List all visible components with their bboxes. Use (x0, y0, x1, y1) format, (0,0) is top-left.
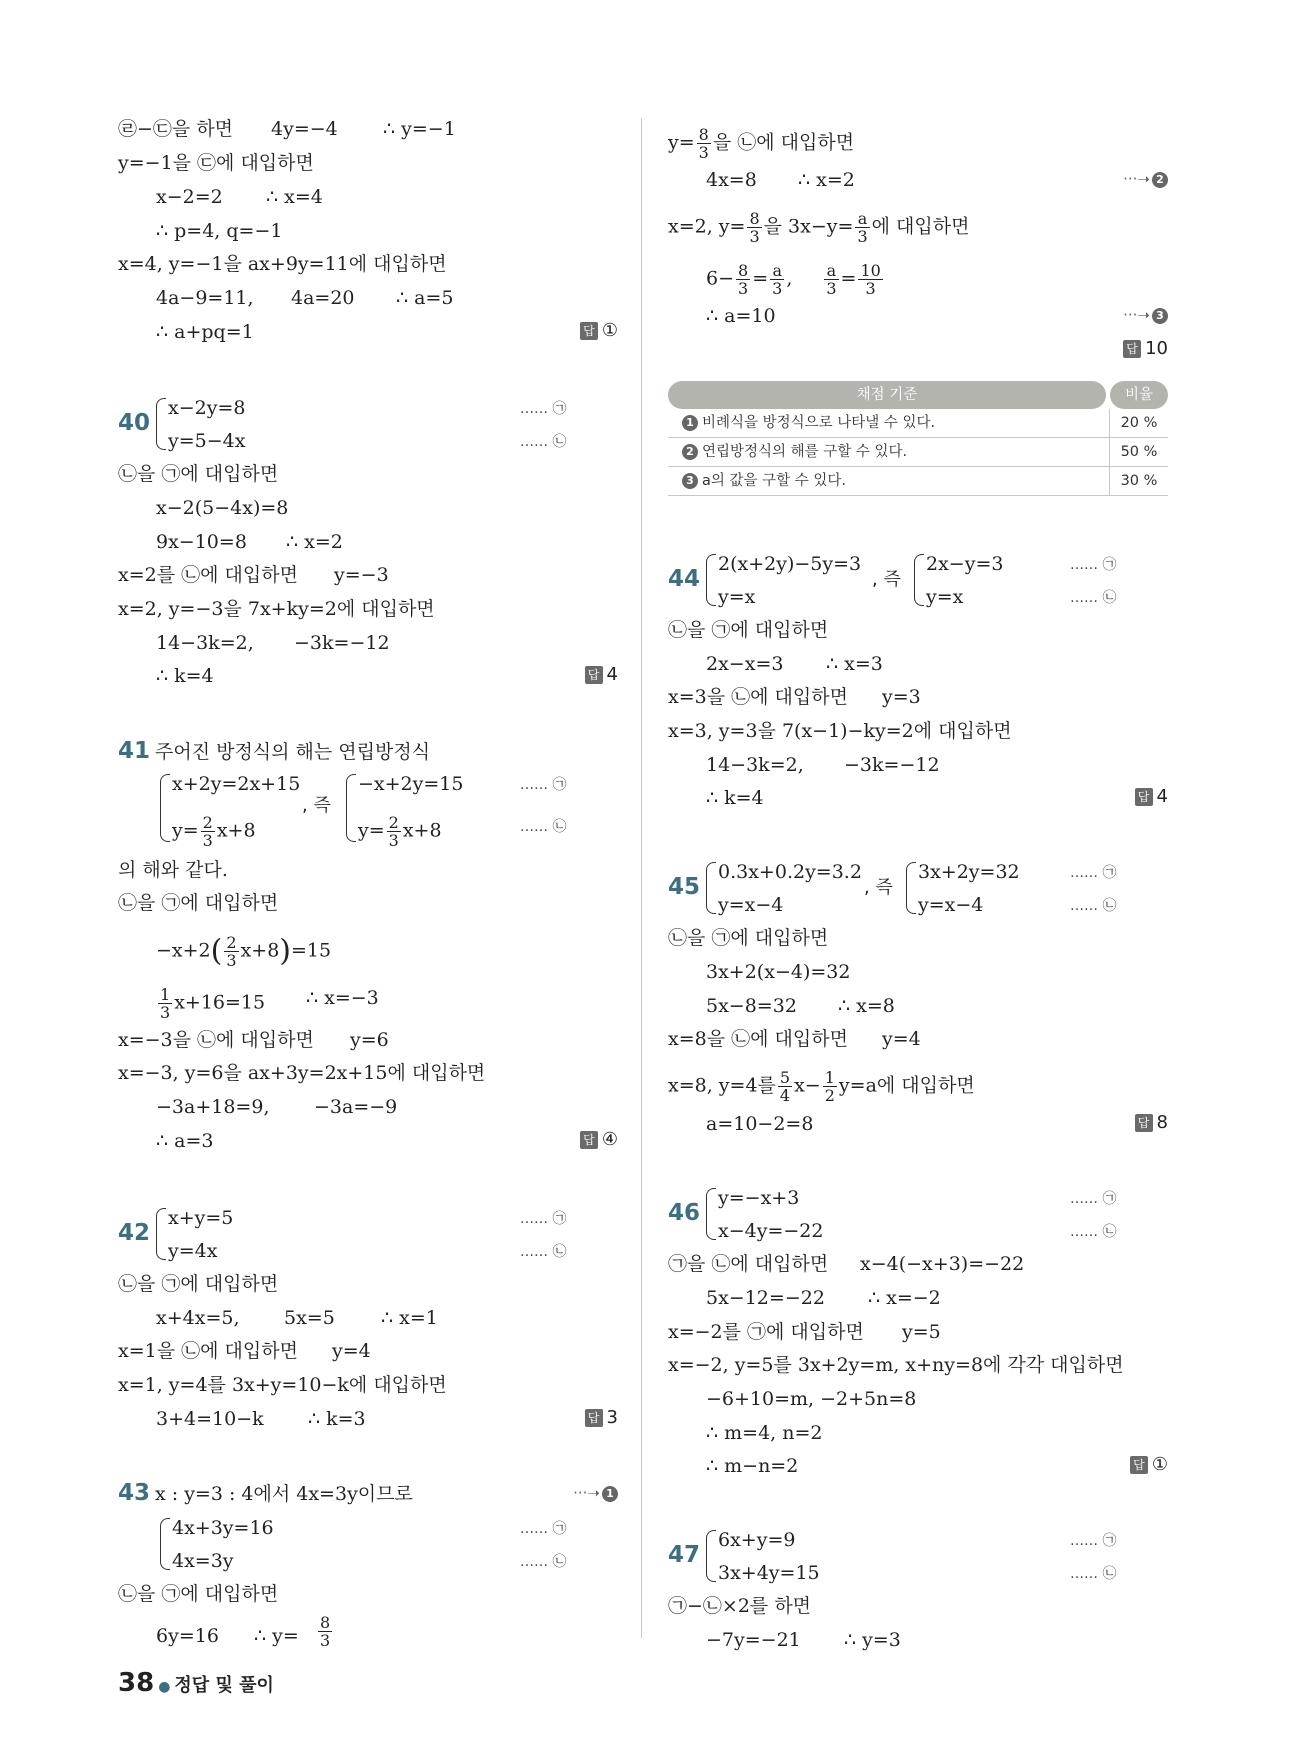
fraction: $\frac{10}{3}$ (860, 261, 881, 298)
line: ∴ a=3 (156, 1130, 214, 1152)
line: 5x−8=32 ∴ x=8 (706, 995, 895, 1017)
equation-marker: …… ㉠ (520, 1211, 567, 1227)
table-row: 2 연립방정식의 해를 구할 수 있다. 50 % (668, 438, 1168, 467)
answer-tag: 답 (585, 666, 603, 684)
column-divider (641, 118, 642, 1638)
answer-43: 답 10 (1123, 338, 1168, 359)
step-number-badge: 3 (682, 473, 698, 489)
equation-marker: …… ㉡ (1070, 1566, 1117, 1582)
line: y=−1을 ㉢에 대입하면 (118, 152, 314, 174)
system-brace (156, 398, 166, 450)
answer-tag: 답 (585, 1409, 603, 1427)
fraction: $\frac{2}{3}$ (226, 933, 237, 970)
fraction: $\frac{2}{3}$ (388, 813, 399, 850)
scoring-step-marker: ···➝ 1 (573, 1484, 618, 1502)
line: ㉡을 ㉠에 대입하면 (118, 892, 279, 914)
connector-text: , 즉 (872, 569, 901, 590)
line: ∴ m−n=2 (706, 1455, 799, 1477)
equation: y= $\frac{2}{3}$ x+8 (358, 813, 442, 850)
criteria-header: 채점 기준 (668, 381, 1106, 409)
answer-42: 답 3 (585, 1407, 618, 1428)
system-brace (156, 1208, 166, 1260)
line: 2x−x=3 ∴ x=3 (706, 653, 883, 675)
line: ㉡을 ㉠에 대입하면 (118, 1583, 279, 1605)
scoring-criteria-table (668, 381, 1168, 496)
table-row: 1 비례식을 방정식으로 나타낼 수 있다. 20 % (668, 409, 1168, 438)
system-brace (706, 1530, 716, 1582)
equation: y=x (718, 586, 756, 608)
line: x=1, y=4를 3x+y=10−k에 대입하면 (118, 1374, 447, 1396)
equation: −x+2y=15 (358, 773, 464, 795)
connector-text: , 즉 (864, 877, 893, 898)
equation: 3x+4y=15 (718, 1562, 820, 1584)
equation-marker: …… ㉠ (520, 401, 567, 417)
equation-marker: …… ㉡ (520, 434, 567, 450)
equation: y=5−4x (168, 430, 246, 452)
answer-39: 답 ① (580, 320, 618, 341)
fraction: $\frac{a}{3}$ (772, 261, 783, 298)
line: ㉡을 ㉠에 대입하면 (118, 1273, 279, 1295)
equation: 4x+3y=16 (172, 1517, 274, 1539)
line: x−2=2 ∴ x=4 (156, 186, 323, 208)
answer-tag: 답 (580, 1131, 598, 1149)
line: y= $\frac{8}{3}$ 을 ㉡에 대입하면 (668, 125, 855, 162)
ratio-header: 비율 (1110, 381, 1168, 409)
equation: x+2y=2x+15 (172, 773, 301, 795)
answer-40: 답 4 (585, 664, 618, 685)
line: $\frac{1}{3}$ x+16=15 ∴ x=−3 (160, 985, 379, 1022)
line: ∴ p=4, q=−1 (156, 220, 283, 242)
line: ∴ a=10 (706, 305, 776, 327)
equation-marker: …… ㉠ (1070, 1533, 1117, 1549)
equation: y= $\frac{2}{3}$ x+8 (172, 813, 256, 850)
line: ㉠−㉡×2를 하면 (668, 1595, 812, 1617)
line: x+4x=5, 5x=5 ∴ x=1 (156, 1307, 438, 1329)
line: −7y=−21 ∴ y=3 (706, 1629, 901, 1651)
equation: 2(x+2y)−5y=3 (718, 553, 862, 575)
problem-number-43: 43 (118, 1480, 151, 1506)
line: 4a−9=11, 4a=20 ∴ a=5 (156, 287, 454, 309)
problem-number-40: 40 (118, 410, 151, 436)
equation: 0.3x+0.2y=3.2 (718, 861, 862, 883)
line: x=8, y=4를 $\frac{5}{4}$ x− $\frac{1}{2}$ y=a에 대입하면 (668, 1068, 975, 1105)
scoring-step-marker: ···➝ 2 (1123, 170, 1168, 188)
answer-tag: 답 (1135, 788, 1153, 806)
line: x=2를 ㉡에 대입하면 y=−3 (118, 564, 389, 586)
answer-tag: 답 (1135, 1114, 1153, 1132)
equation: x+y=5 (168, 1207, 234, 1229)
line: x=−3을 ㉡에 대입하면 y=6 (118, 1029, 389, 1051)
fraction: $\frac{a}{3}$ (857, 209, 868, 246)
equation-marker: …… ㉡ (520, 1244, 567, 1260)
problem-number-46: 46 (668, 1200, 701, 1226)
line: x=3을 ㉡에 대입하면 y=3 (668, 686, 921, 708)
problem-number-45: 45 (668, 874, 701, 900)
equation: 2x−y=3 (926, 553, 1004, 575)
equation-marker: …… ㉠ (1070, 865, 1117, 881)
page-footer (118, 1668, 274, 1698)
problem-number-41: 41 (118, 738, 151, 764)
fraction: $\frac{8}{3}$ (749, 209, 760, 246)
line: −3a+18=9, −3a=−9 (156, 1096, 398, 1118)
fraction: $\frac{8}{3}$ (698, 125, 709, 162)
equation: y=x (926, 586, 964, 608)
problem-number-47: 47 (668, 1542, 701, 1568)
equation: 6x+y=9 (718, 1529, 796, 1551)
line: 3+4=10−k ∴ k=3 (156, 1408, 366, 1430)
line: ∴ k=4 (156, 665, 214, 687)
line: 주어진 방정식의 해는 연립방정식 (155, 741, 431, 763)
system-brace (706, 554, 716, 606)
line: x=−3, y=6을 ax+3y=2x+15에 대입하면 (118, 1062, 486, 1084)
equation-marker: …… ㉠ (520, 1521, 567, 1537)
answer-41: 답 ④ (580, 1129, 618, 1150)
line: 14−3k=2, −3k=−12 (706, 754, 940, 776)
equation-marker: …… ㉠ (1070, 1191, 1117, 1207)
system-brace (346, 774, 356, 842)
equation: 4x=3y (172, 1550, 234, 1572)
line: ㉡을 ㉠에 대입하면 (668, 619, 829, 641)
line: −x+2( $\frac{2}{3}$ x+8)=15 (156, 933, 332, 970)
line: 의 해와 같다. (118, 859, 228, 881)
system-brace (160, 774, 170, 842)
fraction: $\frac{8}{3}$ (320, 1613, 331, 1650)
line: ∴ k=4 (706, 787, 764, 809)
answer-tag: 답 (580, 322, 598, 340)
page-number: 38 (118, 1668, 155, 1698)
line: a=10−2=8 (706, 1113, 814, 1135)
line: ∴ a+pq=1 (156, 321, 254, 343)
equation: y=x−4 (718, 894, 784, 916)
fraction: $\frac{5}{4}$ (779, 1068, 791, 1105)
system-brace (706, 1188, 716, 1240)
line: x=1을 ㉡에 대입하면 y=4 (118, 1340, 371, 1362)
equation: y=x−4 (918, 894, 984, 916)
line: ㉡을 ㉠에 대입하면 (668, 927, 829, 949)
line: 6− $\frac{8}{3}$ = $\frac{a}{3}$ , $\frac{a}{3}$ = $\frac{10}{3}$ (706, 261, 881, 298)
equation: y=4x (168, 1240, 218, 1262)
answer-45: 답 8 (1135, 1112, 1168, 1133)
line: 5x−12=−22 ∴ x=−2 (706, 1287, 941, 1309)
equation-marker: …… ㉡ (1070, 1224, 1117, 1240)
system-brace (160, 1518, 170, 1570)
fraction: $\frac{1}{2}$ (824, 1068, 835, 1105)
line: ㉣−㉢을 하면 4y=−4 ∴ y=−1 (118, 118, 456, 140)
system-brace (914, 554, 924, 606)
line: x=4, y=−1을 ax+9y=11에 대입하면 (118, 253, 447, 275)
equation-marker: …… ㉡ (520, 1554, 567, 1570)
line: x=−2를 ㉠에 대입하면 y=5 (668, 1321, 941, 1343)
line: −6+10=m, −2+5n=8 (706, 1388, 917, 1410)
step-number-badge: 2 (682, 444, 698, 460)
line: 14−3k=2, −3k=−12 (156, 632, 390, 654)
step-number-badge: 1 (682, 415, 698, 431)
table-row: 3 a의 값을 구할 수 있다. 30 % (668, 467, 1168, 496)
problem-number-42: 42 (118, 1220, 151, 1246)
line: ∴ m=4, n=2 (706, 1422, 823, 1444)
line: 3x+2(x−4)=32 (706, 961, 851, 983)
line: 6y=16 ∴ y= $\frac{8}{3}$ (156, 1613, 331, 1650)
line: 4x=8 ∴ x=2 (706, 169, 855, 191)
bullet-icon: ● (158, 1678, 171, 1695)
equation: 3x+2y=32 (918, 861, 1020, 883)
line: x=−2, y=5를 3x+2y=m, x+ny=8에 각각 대입하면 (668, 1354, 1124, 1376)
table-header (668, 381, 1168, 409)
section-label: 정답 및 풀이 (174, 1675, 274, 1696)
connector-text: , 즉 (302, 795, 331, 816)
fraction: $\frac{8}{3}$ (738, 261, 749, 298)
system-brace (906, 862, 916, 914)
fraction: $\frac{a}{3}$ (826, 261, 837, 298)
equation-marker: …… ㉡ (1070, 590, 1117, 606)
fraction: $\frac{2}{3}$ (202, 813, 213, 850)
answer-tag: 답 (1123, 340, 1141, 358)
answer-44: 답 4 (1135, 786, 1168, 807)
line: x=2, y= $\frac{8}{3}$ 을 3x−y= $\frac{a}{3}$ 에 대입하면 (668, 209, 970, 246)
line: x=3, y=3을 7(x−1)−ky=2에 대입하면 (668, 720, 1012, 742)
line: ㉡을 ㉠에 대입하면 (118, 463, 279, 485)
equation: x−4y=−22 (718, 1220, 824, 1242)
equation-marker: …… ㉡ (1070, 898, 1117, 914)
line: x : y=3 : 4에서 4x=3y이므로 (155, 1483, 413, 1505)
fraction: $\frac{1}{3}$ (160, 985, 171, 1022)
line: ㉠을 ㉡에 대입하면 x−4(−x+3)=−22 (668, 1253, 1025, 1275)
equation: x−2y=8 (168, 397, 246, 419)
equation: y=−x+3 (718, 1187, 800, 1209)
scoring-step-marker: ···➝ 3 (1123, 306, 1168, 324)
answer-46: 답 ① (1130, 1454, 1168, 1475)
equation-marker: …… ㉠ (1070, 557, 1117, 573)
line: x=2, y=−3을 7x+ky=2에 대입하면 (118, 598, 435, 620)
system-brace (706, 862, 716, 914)
line: x=8을 ㉡에 대입하면 y=4 (668, 1028, 921, 1050)
equation-marker: …… ㉠ (520, 777, 567, 793)
problem-number-44: 44 (668, 566, 701, 592)
equation-marker: …… ㉡ (520, 819, 567, 835)
line: 9x−10=8 ∴ x=2 (156, 531, 343, 553)
line: x−2(5−4x)=8 (156, 497, 289, 519)
answer-tag: 답 (1130, 1456, 1148, 1474)
